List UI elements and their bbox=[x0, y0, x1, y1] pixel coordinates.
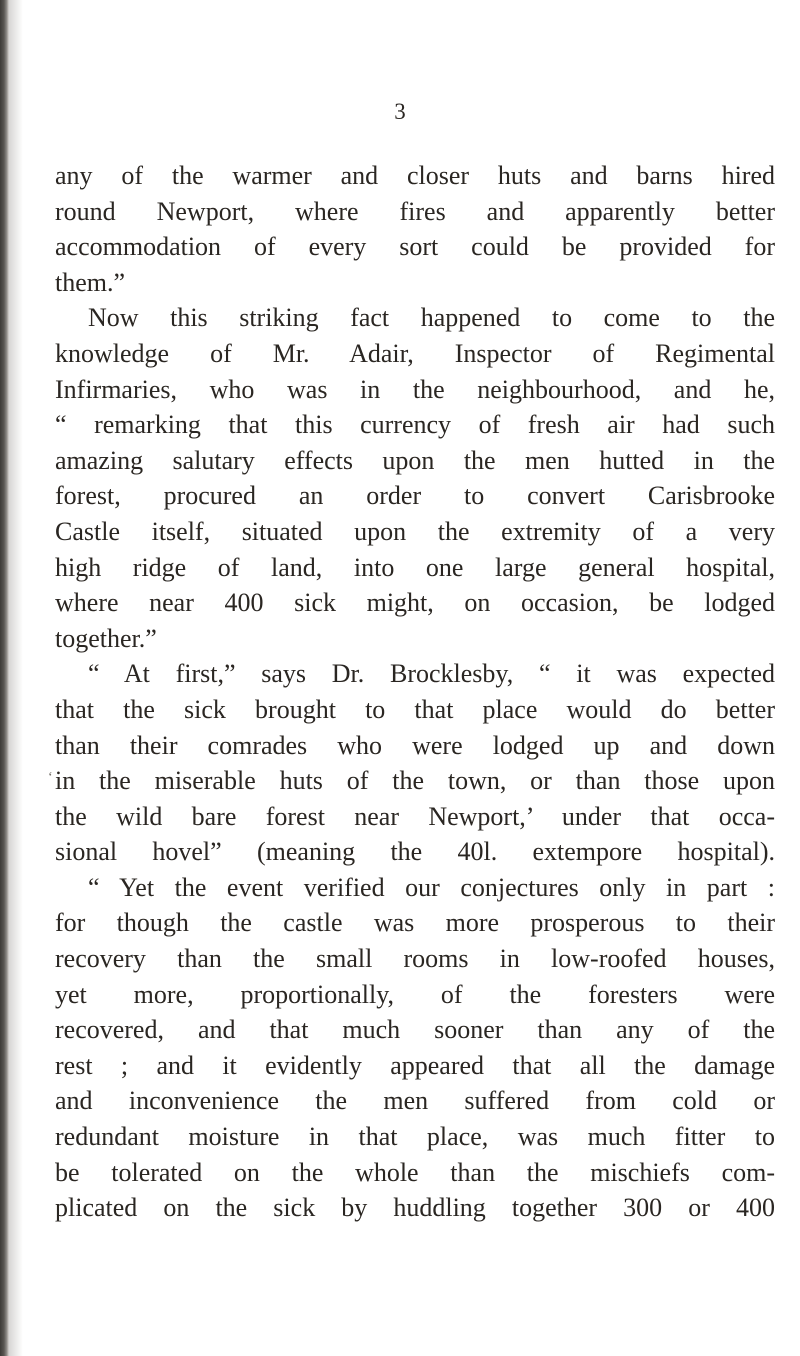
text-line: “ remarking that this currency of fresh air had such bbox=[55, 410, 775, 440]
text-line: “ At first,” says Dr. Brocklesby, “ it was expected bbox=[88, 659, 775, 689]
binding-shadow bbox=[9, 0, 23, 1356]
text-line: any of the warmer and closer huts and barns hired bbox=[55, 161, 775, 190]
text-line: for though the castle was more prosperous to their bbox=[55, 908, 775, 938]
text-line: where near 400 sick might, on occasion, be lodged bbox=[55, 588, 775, 618]
text-line: in the miserable huts of the town, or than those upon bbox=[55, 766, 775, 796]
text-line: recovery than the small rooms in low-roofed houses, bbox=[55, 944, 775, 974]
text-line: Castle itself, situated upon the extremity of a very bbox=[55, 516, 775, 546]
text-line: be tolerated on the whole than the mischiefs com- bbox=[55, 1157, 775, 1187]
text-line: sional hovel” (meaning the 40l. extempore hospital). bbox=[55, 837, 775, 867]
text-line: recovered, and that much sooner than any of the bbox=[55, 1015, 775, 1045]
stray-print-mark: ‘ bbox=[48, 770, 53, 785]
text-line: high ridge of land, into one large general hospital, bbox=[55, 552, 775, 582]
body-text bbox=[55, 158, 775, 1226]
text-line: knowledge of Mr. Adair, Inspector of Regimental bbox=[55, 338, 775, 368]
text-line: than their comrades who were lodged up and down bbox=[55, 730, 775, 760]
text-line: together.” bbox=[55, 623, 157, 653]
text-line: Infirmaries, who was in the neighbourhood, and he, bbox=[55, 374, 775, 404]
text-line: them.” bbox=[55, 267, 126, 297]
text-line: plicated on the sick by huddling together 300 or 400 bbox=[55, 1193, 775, 1223]
text-line: round Newport, where fires and apparently better bbox=[55, 196, 775, 226]
text-line: that the sick brought to that place would do better bbox=[55, 694, 775, 724]
text-line: and inconvenience the men suffered from cold or bbox=[55, 1086, 775, 1116]
page-number: 3 bbox=[394, 99, 406, 124]
text-line: forest, procured an order to convert Carisbrooke bbox=[55, 481, 775, 511]
text-line: rest ; and it evidently appeared that all the damage bbox=[55, 1050, 775, 1080]
text-line: “ Yet the event verified our conjectures only in part : bbox=[88, 872, 775, 902]
text-line: amazing salutary effects upon the men hutted in the bbox=[55, 445, 775, 475]
text-line: yet more, proportionally, of the foresters were bbox=[55, 979, 775, 1009]
binding-edge bbox=[0, 0, 9, 1356]
text-line: accommodation of every sort could be provided for bbox=[55, 232, 775, 262]
text-line: redundant moisture in that place, was much fitter to bbox=[55, 1122, 775, 1152]
text-line: Now this striking fact happened to come to the bbox=[88, 303, 775, 333]
text-line: the wild bare forest near Newport,’ under that occa- bbox=[55, 801, 775, 831]
